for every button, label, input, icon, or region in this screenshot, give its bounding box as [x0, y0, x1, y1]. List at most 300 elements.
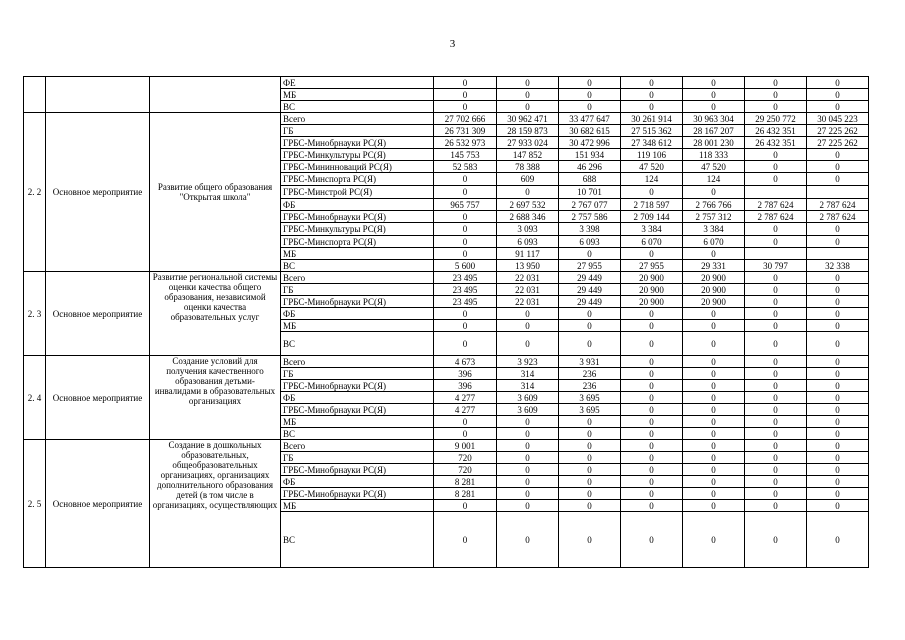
amount-cell: 3 931	[559, 356, 621, 368]
amount-cell: 0	[807, 368, 869, 380]
amount-cell: 0	[683, 101, 745, 113]
amount-cell: 0	[745, 236, 807, 248]
funding-source-cell: ГБ	[281, 284, 434, 296]
amount-cell: 0	[807, 380, 869, 392]
amount-cell: 30 962 471	[497, 113, 559, 125]
amount-cell: 0	[683, 89, 745, 101]
amount-cell: 0	[559, 77, 621, 89]
amount-cell: 147 852	[497, 149, 559, 161]
amount-cell: 2 787 624	[745, 199, 807, 211]
activity-type-cell	[46, 77, 150, 113]
amount-cell: 0	[559, 476, 621, 488]
amount-cell: 0	[497, 476, 559, 488]
amount-cell: 0	[683, 500, 745, 512]
funding-source-cell: МБ	[281, 416, 434, 428]
amount-cell: 0	[621, 77, 683, 89]
amount-cell: 0	[807, 161, 869, 173]
amount-cell: 0	[683, 356, 745, 368]
amount-cell: 0	[683, 404, 745, 416]
amount-cell: 0	[745, 101, 807, 113]
amount-cell: 0	[497, 186, 559, 199]
amount-cell: 0	[683, 476, 745, 488]
amount-cell: 0	[807, 500, 869, 512]
amount-cell: 151 934	[559, 149, 621, 161]
amount-cell: 0	[559, 488, 621, 500]
amount-cell: 0	[807, 356, 869, 368]
funding-source-cell: ГРБС-Минспорта РС(Я)	[281, 236, 434, 248]
funding-source-cell: ГРБС-Минобрнауки РС(Я)	[281, 296, 434, 308]
amount-cell: 0	[497, 77, 559, 89]
amount-cell: 0	[559, 464, 621, 476]
amount-cell: 33 477 647	[559, 113, 621, 125]
amount-cell: 0	[745, 332, 807, 356]
amount-cell: 0	[745, 284, 807, 296]
amount-cell: 0	[497, 512, 559, 568]
amount-cell: 3 609	[497, 392, 559, 404]
amount-cell: 2 787 624	[807, 199, 869, 211]
activity-description-cell	[150, 77, 281, 113]
amount-cell: 0	[621, 440, 683, 452]
amount-cell: 2 718 597	[621, 199, 683, 211]
amount-cell: 0	[745, 223, 807, 236]
amount-cell: 0	[745, 428, 807, 440]
amount-cell: 0	[434, 173, 497, 186]
amount-cell: 28 167 207	[683, 125, 745, 137]
amount-cell: 0	[497, 308, 559, 320]
amount-cell: 119 106	[621, 149, 683, 161]
amount-cell: 0	[434, 211, 497, 223]
amount-cell: 0	[745, 512, 807, 568]
amount-cell: 0	[745, 440, 807, 452]
funding-source-cell: ГРБС-Минспорта РС(Я)	[281, 173, 434, 186]
budget-table	[23, 76, 869, 568]
amount-cell: 0	[745, 173, 807, 186]
activity-description-cell: Создание в дошкольных образовательных, общеобразовательных организациях, организациях дополнительного образования детей (в том числе в организациях, осуществляющих	[150, 440, 281, 568]
activity-type-cell: Основное мероприятие	[46, 272, 150, 356]
amount-cell: 20 900	[621, 284, 683, 296]
amount-cell: 0	[745, 464, 807, 476]
funding-source-cell: ГРБС-Mининноваций РС(Я)	[281, 161, 434, 173]
amount-cell: 22 031	[497, 284, 559, 296]
amount-cell: 47 520	[683, 161, 745, 173]
amount-cell: 0	[559, 89, 621, 101]
funding-source-cell: ГБ	[281, 368, 434, 380]
funding-source-cell: ФБ	[281, 308, 434, 320]
funding-source-cell: ГРБС-Минобрнауки РС(Я)	[281, 380, 434, 392]
amount-cell: 29 449	[559, 272, 621, 284]
amount-cell: 20 900	[621, 296, 683, 308]
amount-cell: 0	[745, 89, 807, 101]
amount-cell: 46 296	[559, 161, 621, 173]
activity-description-cell: Развитие общего образования "Открытая школа"	[150, 113, 281, 272]
amount-cell: 720	[434, 464, 497, 476]
amount-cell: 0	[621, 368, 683, 380]
amount-cell: 2 757 312	[683, 211, 745, 223]
amount-cell: 0	[621, 392, 683, 404]
amount-cell: 0	[621, 404, 683, 416]
amount-cell: 27 702 666	[434, 113, 497, 125]
amount-cell: 0	[621, 428, 683, 440]
amount-cell: 2 697 532	[497, 199, 559, 211]
funding-source-cell: ГРБС-Минобрнауки РС(Я)	[281, 211, 434, 223]
amount-cell: 2 688 346	[497, 211, 559, 223]
table-row	[24, 113, 869, 125]
funding-source-cell: ГРБС-Минобрнауки РС(Я)	[281, 488, 434, 500]
amount-cell: 314	[497, 380, 559, 392]
amount-cell	[745, 186, 807, 199]
amount-cell: 0	[807, 488, 869, 500]
funding-source-cell: МБ	[281, 248, 434, 260]
amount-cell: 0	[559, 428, 621, 440]
amount-cell: 0	[621, 416, 683, 428]
amount-cell: 0	[559, 320, 621, 332]
amount-cell: 0	[807, 236, 869, 248]
amount-cell: 4 277	[434, 404, 497, 416]
amount-cell: 0	[621, 452, 683, 464]
funding-source-cell: Всего	[281, 113, 434, 125]
amount-cell: 0	[683, 332, 745, 356]
funding-source-cell: ГБ	[281, 452, 434, 464]
amount-cell: 0	[745, 452, 807, 464]
amount-cell: 2 709 144	[621, 211, 683, 223]
funding-source-cell: МБ	[281, 500, 434, 512]
funding-source-cell: ФЕ	[281, 77, 434, 89]
amount-cell: 0	[434, 500, 497, 512]
amount-cell: 236	[559, 368, 621, 380]
amount-cell: 0	[559, 248, 621, 260]
amount-cell: 0	[621, 464, 683, 476]
amount-cell: 720	[434, 452, 497, 464]
amount-cell: 0	[683, 320, 745, 332]
amount-cell: 3 923	[497, 356, 559, 368]
amount-cell: 688	[559, 173, 621, 186]
amount-cell: 0	[559, 500, 621, 512]
amount-cell: 0	[807, 77, 869, 89]
amount-cell: 32 338	[807, 260, 869, 272]
amount-cell: 0	[807, 101, 869, 113]
amount-cell: 26 432 351	[745, 125, 807, 137]
amount-cell: 0	[434, 416, 497, 428]
funding-source-cell: ВС	[281, 428, 434, 440]
funding-source-cell: ФБ	[281, 199, 434, 211]
amount-cell: 3 398	[559, 223, 621, 236]
amount-cell: 0	[683, 428, 745, 440]
table-row	[24, 272, 869, 284]
amount-cell: 0	[807, 272, 869, 284]
amount-cell: 0	[745, 296, 807, 308]
funding-source-cell: Всего	[281, 440, 434, 452]
amount-cell: 0	[807, 284, 869, 296]
amount-cell: 13 950	[497, 260, 559, 272]
amount-cell: 0	[745, 161, 807, 173]
amount-cell: 0	[745, 500, 807, 512]
amount-cell: 0	[683, 308, 745, 320]
amount-cell: 0	[434, 320, 497, 332]
row-index-cell: 2. 5	[24, 440, 46, 568]
amount-cell: 0	[434, 186, 497, 199]
row-index-cell: 2. 3	[24, 272, 46, 356]
amount-cell: 10 701	[559, 186, 621, 199]
amount-cell: 29 449	[559, 284, 621, 296]
amount-cell: 965 757	[434, 199, 497, 211]
amount-cell: 91 117	[497, 248, 559, 260]
amount-cell: 0	[745, 392, 807, 404]
amount-cell: 30 261 914	[621, 113, 683, 125]
amount-cell: 396	[434, 380, 497, 392]
funding-source-cell: ФБ	[281, 392, 434, 404]
amount-cell: 0	[807, 320, 869, 332]
amount-cell: 23 495	[434, 284, 497, 296]
amount-cell: 118 333	[683, 149, 745, 161]
amount-cell: 0	[559, 308, 621, 320]
amount-cell: 28 001 230	[683, 137, 745, 149]
amount-cell: 0	[683, 186, 745, 199]
amount-cell: 0	[807, 428, 869, 440]
amount-cell: 0	[745, 416, 807, 428]
amount-cell: 0	[559, 101, 621, 113]
amount-cell: 0	[683, 248, 745, 260]
amount-cell	[807, 186, 869, 199]
activity-description-cell: Создание условий для получения качественного образования детьми-инвалидами в образовательных организациях	[150, 356, 281, 440]
amount-cell: 0	[745, 488, 807, 500]
funding-source-cell: Всего	[281, 356, 434, 368]
amount-cell: 3 384	[621, 223, 683, 236]
amount-cell: 0	[807, 173, 869, 186]
amount-cell: 30 045 223	[807, 113, 869, 125]
amount-cell: 20 900	[621, 272, 683, 284]
amount-cell: 6 070	[621, 236, 683, 248]
amount-cell: 27 933 024	[497, 137, 559, 149]
amount-cell: 0	[683, 464, 745, 476]
amount-cell: 0	[807, 308, 869, 320]
amount-cell: 0	[683, 368, 745, 380]
amount-cell: 0	[745, 368, 807, 380]
amount-cell: 30 472 996	[559, 137, 621, 149]
amount-cell: 0	[745, 272, 807, 284]
amount-cell: 0	[683, 392, 745, 404]
amount-cell: 396	[434, 368, 497, 380]
amount-cell: 6 093	[497, 236, 559, 248]
amount-cell: 0	[621, 186, 683, 199]
amount-cell: 27 225 262	[807, 137, 869, 149]
amount-cell	[745, 248, 807, 260]
amount-cell: 0	[497, 440, 559, 452]
funding-source-cell: ГБ	[281, 125, 434, 137]
amount-cell: 0	[621, 488, 683, 500]
amount-cell: 0	[807, 452, 869, 464]
amount-cell: 52 583	[434, 161, 497, 173]
table-row	[24, 356, 869, 368]
amount-cell: 29 250 772	[745, 113, 807, 125]
activity-type-cell: Основное мероприятие	[46, 440, 150, 568]
amount-cell: 3 695	[559, 404, 621, 416]
amount-cell: 3 695	[559, 392, 621, 404]
amount-cell: 0	[434, 332, 497, 356]
amount-cell: 0	[621, 89, 683, 101]
amount-cell: 2 767 077	[559, 199, 621, 211]
funding-source-cell: ГРБС-Минкультуры РС(Я)	[281, 223, 434, 236]
amount-cell: 0	[807, 332, 869, 356]
funding-source-cell: ФБ	[281, 476, 434, 488]
amount-cell: 0	[745, 320, 807, 332]
amount-cell: 30 682 615	[559, 125, 621, 137]
amount-cell: 27 225 262	[807, 125, 869, 137]
amount-cell: 0	[434, 77, 497, 89]
amount-cell: 0	[683, 452, 745, 464]
amount-cell: 0	[807, 440, 869, 452]
activity-type-cell: Основное мероприятие	[46, 356, 150, 440]
funding-source-cell: ВС	[281, 332, 434, 356]
amount-cell: 0	[683, 440, 745, 452]
amount-cell: 6 070	[683, 236, 745, 248]
amount-cell: 30 797	[745, 260, 807, 272]
amount-cell: 27 955	[559, 260, 621, 272]
amount-cell: 236	[559, 380, 621, 392]
amount-cell: 3 609	[497, 404, 559, 416]
amount-cell: 145 753	[434, 149, 497, 161]
amount-cell: 2 757 586	[559, 211, 621, 223]
funding-source-cell: ВС	[281, 101, 434, 113]
amount-cell: 47 520	[621, 161, 683, 173]
amount-cell: 0	[434, 512, 497, 568]
amount-cell: 26 432 351	[745, 137, 807, 149]
activity-description-cell: Развитие региональной системы оценки качества общего образования, независимой оценки качества образовательных услуг	[150, 272, 281, 356]
funding-source-cell: Всего	[281, 272, 434, 284]
amount-cell: 8 281	[434, 488, 497, 500]
amount-cell: 26 532 973	[434, 137, 497, 149]
amount-cell: 0	[559, 512, 621, 568]
amount-cell: 20 900	[683, 296, 745, 308]
amount-cell: 0	[683, 77, 745, 89]
amount-cell: 0	[621, 320, 683, 332]
amount-cell: 0	[621, 500, 683, 512]
amount-cell: 0	[745, 77, 807, 89]
funding-source-cell: ГРБС-Минобрнауки РС(Я)	[281, 137, 434, 149]
amount-cell: 28 159 873	[497, 125, 559, 137]
amount-cell: 0	[745, 380, 807, 392]
amount-cell: 0	[434, 101, 497, 113]
amount-cell: 0	[683, 488, 745, 500]
funding-source-cell: ГРБС-Минобрнауки РС(Я)	[281, 464, 434, 476]
row-index-cell: 2. 4	[24, 356, 46, 440]
amount-cell: 4 673	[434, 356, 497, 368]
amount-cell: 2 766 766	[683, 199, 745, 211]
amount-cell: 2 787 624	[745, 211, 807, 223]
funding-source-cell: ГРБС-Минкультуры РС(Я)	[281, 149, 434, 161]
amount-cell: 0	[745, 476, 807, 488]
amount-cell: 5 600	[434, 260, 497, 272]
amount-cell: 30 963 304	[683, 113, 745, 125]
amount-cell: 29 449	[559, 296, 621, 308]
amount-cell: 9 001	[434, 440, 497, 452]
amount-cell: 4 277	[434, 392, 497, 404]
amount-cell: 2 787 624	[807, 211, 869, 223]
amount-cell: 0	[497, 89, 559, 101]
amount-cell: 27 348 612	[621, 137, 683, 149]
funding-source-cell: МБ	[281, 320, 434, 332]
funding-source-cell: ГРБС-Минобрнауки РС(Я)	[281, 404, 434, 416]
amount-cell: 0	[807, 512, 869, 568]
table-row	[24, 440, 869, 452]
amount-cell: 0	[434, 308, 497, 320]
row-index-cell: 2. 2	[24, 113, 46, 272]
amount-cell: 0	[745, 356, 807, 368]
amount-cell: 0	[497, 464, 559, 476]
amount-cell: 124	[621, 173, 683, 186]
amount-cell: 0	[497, 332, 559, 356]
amount-cell: 0	[621, 380, 683, 392]
amount-cell: 0	[434, 248, 497, 260]
amount-cell: 0	[621, 101, 683, 113]
amount-cell: 0	[621, 248, 683, 260]
funding-source-cell: ВС	[281, 260, 434, 272]
amount-cell: 27 955	[621, 260, 683, 272]
amount-cell: 0	[807, 149, 869, 161]
amount-cell: 0	[559, 440, 621, 452]
amount-cell: 0	[559, 416, 621, 428]
amount-cell: 29 331	[683, 260, 745, 272]
amount-cell: 22 031	[497, 296, 559, 308]
amount-cell: 0	[745, 404, 807, 416]
table-row	[24, 77, 869, 89]
amount-cell: 0	[497, 320, 559, 332]
amount-cell: 0	[807, 223, 869, 236]
amount-cell: 26 731 309	[434, 125, 497, 137]
amount-cell: 0	[683, 380, 745, 392]
funding-source-cell: ВС	[281, 512, 434, 568]
amount-cell: 6 093	[559, 236, 621, 248]
activity-type-cell: Основное мероприятие	[46, 113, 150, 272]
amount-cell: 3 384	[683, 223, 745, 236]
amount-cell	[807, 248, 869, 260]
amount-cell: 0	[807, 416, 869, 428]
amount-cell: 0	[497, 488, 559, 500]
amount-cell: 0	[621, 476, 683, 488]
amount-cell: 0	[559, 332, 621, 356]
amount-cell: 0	[621, 356, 683, 368]
amount-cell: 0	[621, 512, 683, 568]
amount-cell: 0	[621, 308, 683, 320]
amount-cell: 124	[683, 173, 745, 186]
amount-cell: 20 900	[683, 272, 745, 284]
amount-cell: 23 495	[434, 296, 497, 308]
amount-cell: 0	[434, 428, 497, 440]
amount-cell: 0	[683, 416, 745, 428]
amount-cell: 0	[497, 500, 559, 512]
amount-cell: 0	[807, 404, 869, 416]
amount-cell: 23 495	[434, 272, 497, 284]
amount-cell: 0	[807, 296, 869, 308]
amount-cell: 0	[621, 332, 683, 356]
amount-cell: 0	[683, 512, 745, 568]
amount-cell: 0	[559, 452, 621, 464]
amount-cell: 0	[434, 236, 497, 248]
amount-cell: 0	[807, 89, 869, 101]
amount-cell: 0	[497, 416, 559, 428]
amount-cell: 0	[745, 149, 807, 161]
amount-cell: 3 093	[497, 223, 559, 236]
amount-cell: 0	[807, 476, 869, 488]
amount-cell: 0	[807, 464, 869, 476]
funding-source-cell: ГРБС-Минстрой РС(Я)	[281, 186, 434, 199]
amount-cell: 0	[497, 101, 559, 113]
amount-cell: 78 388	[497, 161, 559, 173]
amount-cell: 0	[807, 392, 869, 404]
amount-cell: 0	[497, 428, 559, 440]
amount-cell: 27 515 362	[621, 125, 683, 137]
amount-cell: 0	[745, 308, 807, 320]
amount-cell: 22 031	[497, 272, 559, 284]
